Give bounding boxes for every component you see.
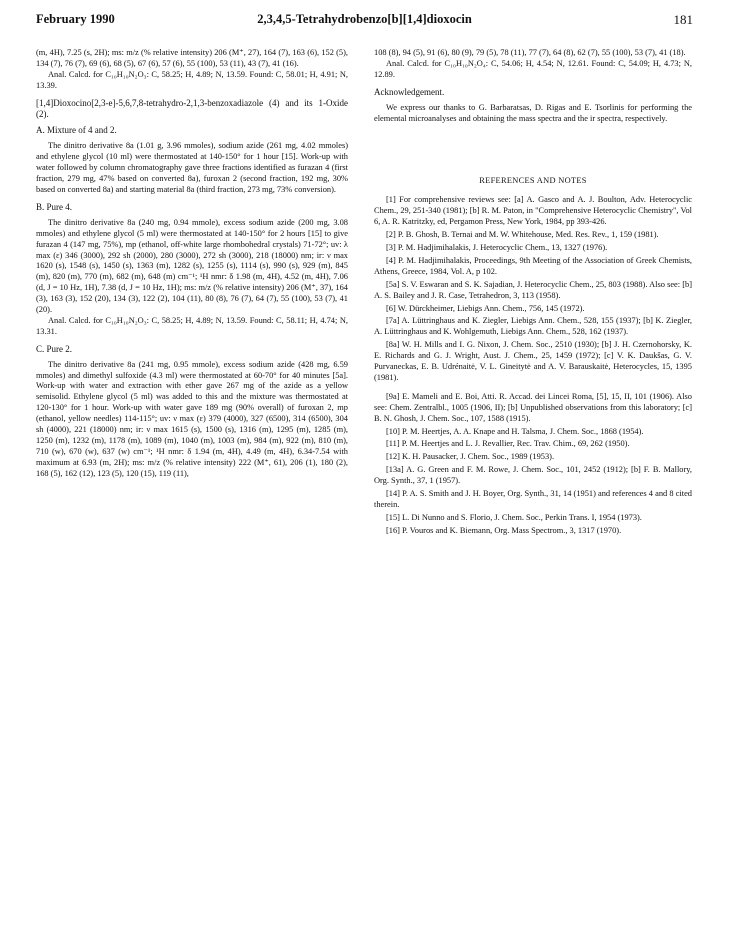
paragraph: 108 (8), 94 (5), 91 (6), 80 (9), 79 (5), 78 (11), 77 (7), 64 (8), 62 (7), 55 (100), 53 (7), 41 (18). <box>374 48 686 57</box>
reference-entry: [3] P. M. Hadjimihalakis, J. Heterocyclic Chem., 13, 1327 (1976). <box>386 242 608 252</box>
running-header <box>36 12 693 34</box>
reference-entry: [4] P. M. Hadjimihalakis, Proceedings, 9th Meeting of the Association of Greek Chemists, Athens, Greece, 1984, Vol. A, p 102. <box>374 255 692 276</box>
paragraph: (m, 4H), 7.25 (s, 2H); ms: m/z (% relative intensity) 206 (M⁺, 27), 164 (7), 163 (6), 152 (5), 134 (7), 76 (7), 69 (6), 68 (5), 67 (6), 57 (6), 55 (100), 53 (11), 43 (7), 41 (16). <box>36 48 348 68</box>
reference-entry: [1] For comprehensive reviews see: [a] A. Gasco and A. J. Boulton, Adv. Heterocyclic Chem., 29, 251-340 (1981); [b] R. M. Paton, in "Comprehensive Heterocyclic Chemistry", Vol 6, A. R. Katritzky, ed, Pergamon Press, New York, 1984, pp 393-426. <box>374 195 692 227</box>
paragraph: The dinitro derivative 8a (1.01 g, 3.96 mmoles), sodium azide (261 mg, 4.02 mmoles) and ethylene glycol (10 ml) were thermostated at 140-150° for 1 hour [15]. Work-up with water followed by column chromatography gave three fractions identified as furazan 4 (first fraction, 279 mg, 47% based on converted 8a), furoxan 2 (second fraction, 192 mg, 30% based on converted 8a) and starting material 8a (third fraction, 273 mg, 73% conversion). <box>36 141 348 194</box>
paragraph: We express our thanks to G. Barbaratsas, D. Rigas and E. Tsorlinis for performing the elemental microanalyses and obtaining the mass spectra and the ir spectra, respectively. <box>374 102 692 123</box>
section-heading: C. Pure 2. <box>36 343 72 354</box>
page-number: 181 <box>673 12 693 27</box>
reference-entry: [16] P. Vouros and K. Biemann, Org. Mass Spectrom., 3, 1317 (1970). <box>386 525 622 535</box>
reference-entry: [5a] S. V. Eswaran and S. K. Sajadian, J. Heterocyclic Chem., 25, 803 (1988). Also see: [b] A. S. Bailey and J. R. Case, Tetrahedron, 3, 113 (1958). <box>374 279 692 300</box>
reference-entry: [11] P. M. Heertjes and L. J. Revallier, Rec. Trav. Chim., 69, 262 (1950). <box>386 439 630 449</box>
left-column <box>36 48 348 480</box>
references-list <box>374 195 692 536</box>
paragraph: Anal. Calcd. for C₁₀H₁₀N₂O₃: C, 58.25; H, 4.89; N, 13.59. Found: C, 58.01; H, 4.91; N, 13.39. <box>36 69 348 90</box>
reference-entry: [8a] W. H. Mills and I. G. Nixon, J. Chem. Soc., 2510 (1930); [b] J. H. Czernohorsky, K. E. Richards and G. J. Wright, Aust. J. Chem., 25, 1459 (1972); [c] V. K. Daukšas, G. V. Purvaneckas, E. B. Udrénaitė, V. L. Gineitytė and A. V. Barauskaitė, Heterocycles, 15, 1395 (1981). <box>374 340 692 382</box>
reference-entry: [14] P. A. S. Smith and J. H. Boyer, Org. Synth., 31, 14 (1951) and references 4 and 8 cited therein. <box>374 489 692 509</box>
reference-entry: [10] P. M. Heertjes, A. A. Knape and H. Talsma, J. Chem. Soc., 1868 (1954). <box>386 426 644 436</box>
reference-entry: [6] W. Dürckheimer, Liebigs Ann. Chem., 756, 145 (1972). <box>386 303 585 313</box>
header-title: 2,3,4,5-Tetrahydrobenzo[b][1,4]dioxocin <box>257 12 472 26</box>
reference-entry: [7a] A. Lüttringhaus and K. Ziegler, Liebigs Ann. Chem., 528, 155 (1937); [b] K. Ziegler, A. Lüttringhaus and K. Wohlgemuth, Liebigs Ann. Chem., 528, 162 (1937). <box>374 316 692 337</box>
reference-entry: [9a] E. Mameli and E. Boi, Atti. R. Accad. dei Lincei Roma, [5], 15, II, 101 (1906). Also see: Chem. Zentralbl., 1005 (1906, II); [b] Unpublished observations from this laboratory; [c] B. N. Ghosh, J. Chem. Soc., 107, 1588 (1915). <box>374 391 692 423</box>
section-heading: B. Pure 4. <box>36 201 72 212</box>
section-heading: [1,4]Dioxocino[2,3-e]-5,6,7,8-tetrahydro-2,1,3-benzoxadiazole (4) and its 1-Oxide (2). <box>36 97 348 119</box>
reference-entry: [2] P. B. Ghosh, B. Ternai and M. W. Whitehouse, Med. Res. Rev., 1, 159 (1981). <box>386 230 659 240</box>
right-column-body <box>374 48 692 124</box>
reference-entry: [12] K. H. Pausacker, J. Chem. Soc., 1989 (1953). <box>386 452 555 462</box>
reference-entry: [13a] A. G. Green and F. M. Rowe, J. Chem. Soc., 101, 2452 (1912); [b] F. B. Mallory, Org. Synth., 37, 1 (1957). <box>374 465 692 486</box>
paragraph: The dinitro derivative 8a (241 mg, 0.95 mmole), excess sodium azide (428 mg, 6.59 mmoles) and dimethyl sulfoxide (4.3 ml) were thermostated at 60-70° for 40 minutes [5a]. Work-up with water and extraction with ether gave 267 mg of the azide as a yellow semisolid. Ethylene glycol (5 ml) was added to this and the mixture was thermostated at 120-130° for 1 hour. Work-up with water gave 189 mg (90% overall) of furoxan 2, mp (ethanol, yellow needles) 114-115°; uv: ν max (ε) 379 (4000), 327 (6500), 314 (6500), 304 sh (4000), 221 (18000) nm; ir: ν max 1615 (s), 1500 (s), 1316 (m), 1295 (m), 1285 (m), 1250 (m), 1232 (m), 1178 (m), 1089 (m), 1040 (m), 1003 (m), 984 (m), 922 (m), 810 (m), 710 (w), 670 (w), 637 (w) cm⁻¹; ¹H nmr: δ 1.94 (m, 4H), 4.49 (m, 4H), 6.34-7.54 with maximum at 6.93 (m, 2H); ms: m/z (% relative intensity) 222 (M⁺, 61), 206 (1), 180 (2), 168 (5), 162 (12), 123 (5), 120 (15), 119 (11), <box>36 359 348 478</box>
header-date: February 1990 <box>36 12 115 26</box>
references-heading: REFERENCES AND NOTES <box>479 176 587 186</box>
paragraph: Anal. Calcd. for C₁₀H₁₀N₂O₄: C, 54.06; H, 4.54; N, 12.61. Found: C, 54.09; H, 4.73; N, 12.89. <box>374 58 692 79</box>
section-heading: Acknowledgement. <box>374 86 445 97</box>
paragraph: The dinitro derivative 8a (240 mg, 0.94 mmole), excess sodium azide (200 mg, 3.08 mmoles) and ethylene glycol (5 ml) were thermostated at 140-150° for 2 hours [15] to give furazan 4 (147 mg, 75%), mp (ethanol, off-white large rhombohedral crystals) 71-72°; uv: λ max (ε) 346 (3000), 292 sh (2000), 280 (3000), 272 sh (3000), 218 (18000) nm; ir: ν max 1620 (s), 1548 (s), 1450 (s), 1363 (m), 1282 (s), 1255 (s), 1114 (s), 990 (s), 929 (m), 845 (m), 820 (m), 770 (m), 682 (m), 648 (m) cm⁻¹; ¹H nmr: δ 1.98 (m, 4H), 4.52 (m, 4H), 7.06 (d, J = 10 Hz, 1H), 7.38 (d, J = 10 Hz, 1H); ms: m/z (% relative intensity) 206 (M⁺, 37), 164 (3), 163 (3), 152 (20), 134 (3), 122 (2), 104 (11), 80 (8), 76 (7), 64 (7), 55 (100), 53 (7), 41 (20). <box>36 217 348 315</box>
right-column <box>374 48 692 539</box>
reference-entry: [15] L. Di Nunno and S. Florio, J. Chem. Soc., Perkin Trans. I, 1954 (1973). <box>386 512 642 522</box>
section-heading: A. Mixture of 4 and 2. <box>36 125 117 136</box>
paragraph: Anal. Calcd. for C₁₀H₁₀N₂O₃: C, 58.25; H, 4.89; N, 13.59. Found: C, 58.11; H, 4.74; N, 13.31. <box>36 315 348 336</box>
